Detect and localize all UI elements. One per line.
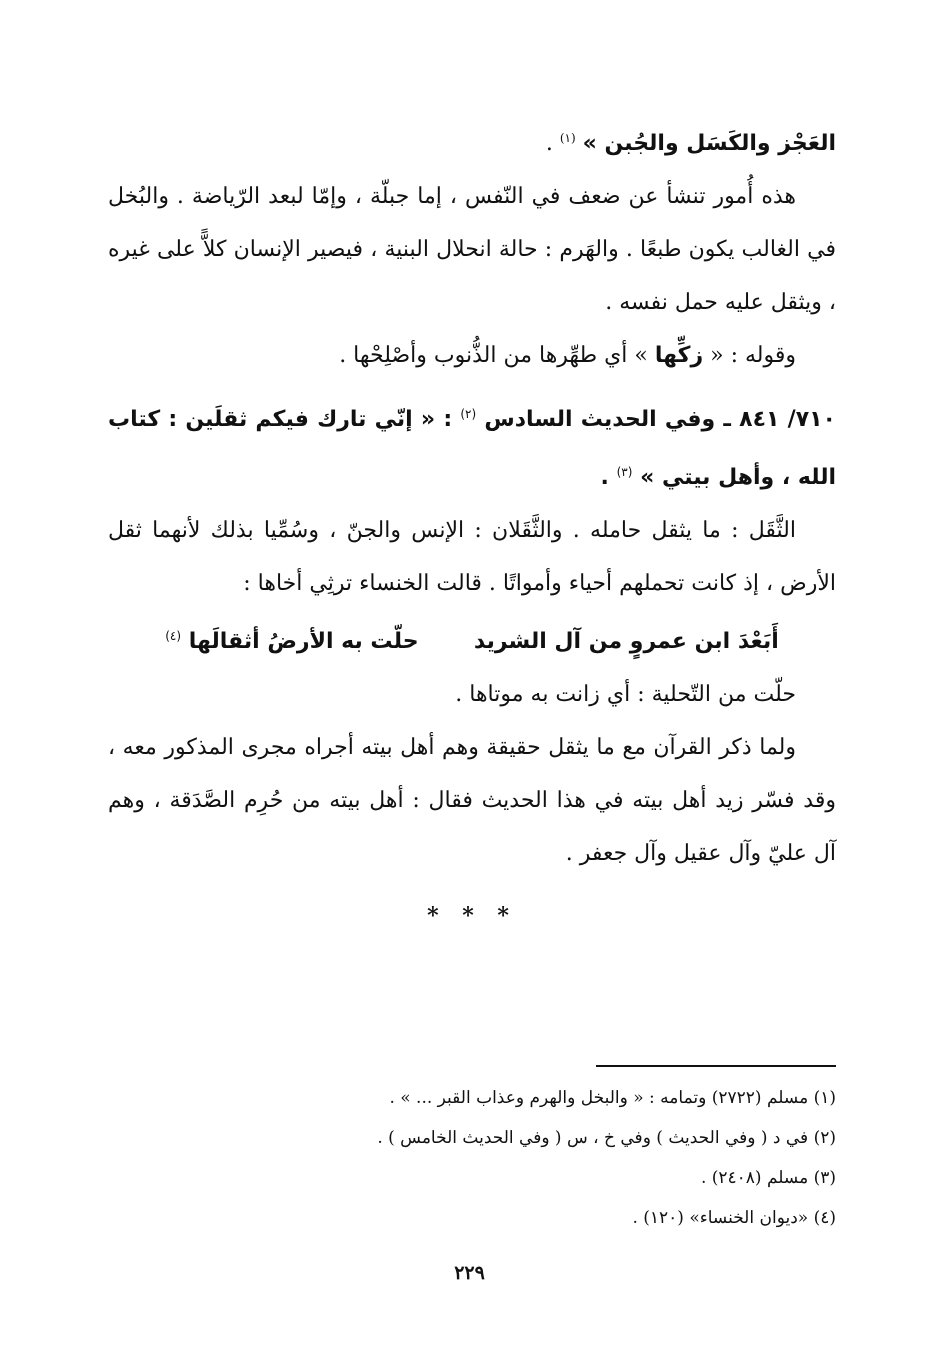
- paragraph-6: حلّت من التّحلية : أي زانت به موتاها .: [455, 682, 796, 707]
- footnote-ref-1: (١): [559, 131, 576, 145]
- verse-first-hemistich: أَبَعْدَ ابن عمروٍ من آل الشريد: [473, 629, 779, 654]
- paragraph-3-pre: وقوله : «: [710, 343, 796, 368]
- footnotes: [108, 1078, 836, 1238]
- footnote-ref-3: (٣): [616, 465, 633, 479]
- footnote-1: (١) مسلم (٢٧٢٢) وتمامه : « والبخل والهرم وعذاب القبر ... » .: [389, 1088, 836, 1108]
- hadith-heading: [108, 388, 836, 504]
- paragraph-3-keyword: زكِّها: [654, 343, 704, 368]
- verse-second-hemistich: حلّت به الأرضُ أثقالَها: [188, 629, 419, 654]
- paragraph-1: [108, 112, 836, 170]
- paragraph-7: ولما ذكر القرآن مع ما يثقل حقيقة وهم أهل بيته أجراه مجرى المذكور معه ، وقد فسّر زيد أهل بيته في هذا الحديث فقال : أهل بيته من حُرِم الصَّدَقة ، وهم آل عليّ وآل عقيل وآل جعفر .: [108, 735, 836, 866]
- paragraph-3: [108, 329, 836, 382]
- paragraph-5: الثَّقَل : ما يثقل حامله . والثَّقَلان : الإنس والجنّ ، وسُمِّيا بذلك لأنهما ثقل الأرض ، إذ كانت تحملهم أحياء وأمواتًا . قالت الخنساء ترثِي أخاها :: [108, 518, 836, 596]
- section-separator: * * *: [427, 903, 517, 929]
- hadith-end: .: [600, 465, 609, 490]
- main-text: [108, 112, 836, 943]
- footnote-2: (٢) في د ( وفي الحديث ) وفي خ ، س ( وفي الحديث الخامس ) .: [377, 1128, 836, 1148]
- hadith-text: : « إنّي تارك فيكم ثقلَين : كتاب الله ، وأهل بيتي »: [108, 407, 836, 490]
- footnote-ref-4: (٤): [165, 629, 182, 643]
- paragraph-3-post: » أي طهِّرها من الذُّنوب وأصْلِحْها .: [339, 343, 648, 368]
- paragraph-1-end: .: [545, 131, 553, 156]
- page-number: ٢٢٩: [454, 1262, 485, 1284]
- footnote-rule: [596, 1065, 836, 1067]
- poetry-verse: [108, 610, 836, 668]
- footnote-ref-2: (٢): [460, 407, 477, 421]
- footnote-4: (٤) «ديوان الخنساء» (١٢٠) .: [632, 1208, 836, 1228]
- paragraph-2: هذه أُمور تنشأ عن ضعف في النّفس ، إما جبلّة ، وإمّا لبعد الرّياضة . والبُخل في الغالب يكون طبعًا . والهَرم : حالة انحلال البنية ، فيصير الإنسان كلاًّ على غيره ، ويثقل عليه حمل نفسه .: [108, 184, 836, 315]
- footnote-3: (٣) مسلم (٢٤٠٨) .: [700, 1168, 836, 1188]
- hadith-continuation: العَجْز والكَسَل والجُبن »: [582, 131, 836, 156]
- hadith-number-and-intro: ٧١٠/ ٨٤١ ـ وفي الحديث السادس: [484, 407, 836, 432]
